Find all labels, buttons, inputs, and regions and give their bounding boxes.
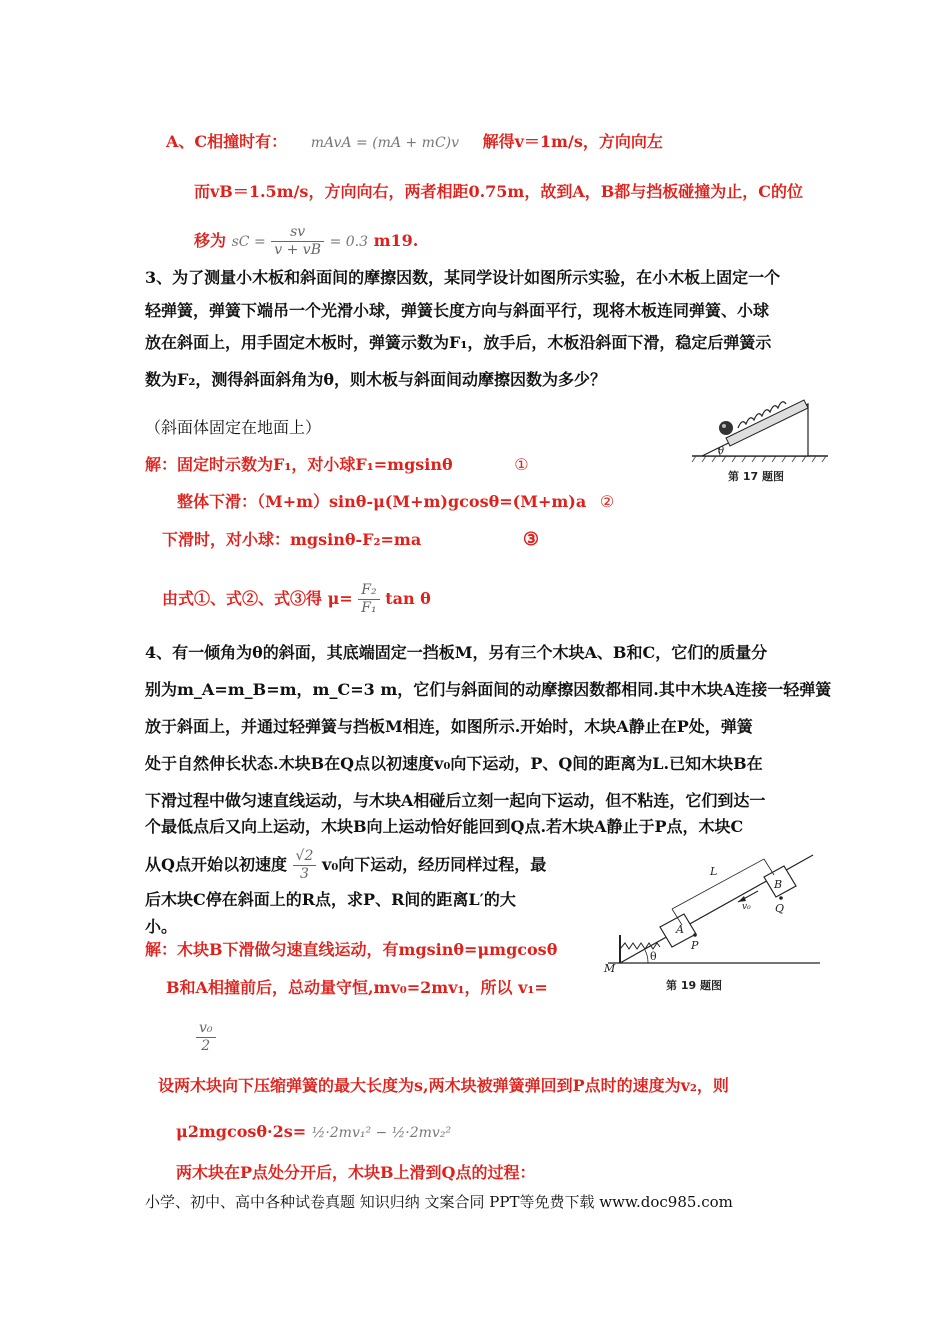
sol3-frac-num: F₂ xyxy=(361,582,377,598)
fig19-q: Q xyxy=(775,902,785,915)
sc-frac-den: v + vB xyxy=(271,241,324,259)
fig19-m: M xyxy=(604,962,616,975)
sol3-s1: 解：固定时示数为F₁，对小球F₁=mgsinθ xyxy=(145,455,453,474)
sc-suffix: m19. xyxy=(373,231,419,250)
sol4-line-4 xyxy=(176,1122,451,1143)
fig19-b: B xyxy=(774,878,783,891)
q3-line-2: 轻弹簧，弹簧下端吊一个光滑小球，弹簧长度方向与斜面平行，现将木板连同弹簧、小球 xyxy=(145,301,770,320)
page-footer: 小学、初中、高中各种试卷真题 知识归纳 文案合同 PPT等免费下载 www.doc985.com xyxy=(145,1193,733,1211)
figure-19-incline-blocks xyxy=(598,845,828,995)
sc-fraction xyxy=(271,224,324,259)
fig19-v0: v₀ xyxy=(742,902,751,912)
q4-line-1: 4、有一倾角为θ的斜面，其底端固定一挡板M，另有三个木块A、B和C，它们的质量分 xyxy=(145,643,768,662)
figure-17-incline-spring xyxy=(690,388,830,488)
q4-line-6: 个最低点后又向上运动，木块B向上运动恰好能回到Q点.若木块A静止于P点，木块C xyxy=(145,817,744,836)
vb-line: 而vB＝1.5m/s，方向向右，两者相距0.75m，故到A，B都与挡板碰撞为止，C的位 xyxy=(194,182,804,201)
sol4-line-2: B和A相撞前后，总动量守恒,mv₀=2mv₁，所以 v₁= xyxy=(166,978,548,997)
sol3-line-1 xyxy=(145,455,529,475)
sol4-s4-prefix: μ2mgcosθ·2s= xyxy=(176,1122,307,1141)
sol4-s4-formula: ½·2mv₁² − ½·2mv₂² xyxy=(311,1125,452,1141)
sol3-mu-fraction xyxy=(358,582,379,617)
fig19-a: A xyxy=(676,923,684,936)
sol3-s4-prefix: 由式①、式②、式③得 μ= xyxy=(162,589,353,608)
q3-line-3: 放在斜面上，用手固定木板时，弹簧示数为F₁，放手后，木板沿斜面下滑，稳定后弹簧示 xyxy=(145,333,772,352)
sol4-line-1: 解：木块B下滑做匀速直线运动，有mgsinθ=μmgcosθ xyxy=(145,940,558,959)
q3-line-1: 3、为了测量小木板和斜面间的摩擦因数，某同学设计如图所示实验，在小木板上固定一个 xyxy=(145,268,781,287)
q4-line-9: 小。 xyxy=(145,917,178,936)
q4-line7-suffix: v₀向下运动，经历同样过程，最 xyxy=(321,855,547,874)
sc-prefix: 移为 xyxy=(194,231,227,250)
sol3-mark-1: ① xyxy=(514,455,529,474)
fig19-caption: 第 19 题图 xyxy=(666,979,722,992)
sol3-frac-den: F₁ xyxy=(358,599,379,617)
sc-formula-rhs: = 0.3 xyxy=(329,234,369,250)
sc-frac-num: sv xyxy=(290,224,306,240)
ac-result: 解得v＝1m/s，方向向左 xyxy=(482,132,663,151)
q4-line7-prefix: 从Q点开始以初速度 xyxy=(145,855,287,874)
sol3-line-2 xyxy=(177,492,614,512)
q4-sqrt-fraction xyxy=(293,848,317,883)
ac-collide-label: A、C相撞时有： xyxy=(166,132,288,151)
sol4-line-5: 两木块在P点处分开后，木块B上滑到Q点的过程： xyxy=(176,1163,536,1182)
sol3-s4-suffix: tan θ xyxy=(385,589,431,608)
fig19-p: P xyxy=(691,939,699,952)
sol3-s2: 整体下滑：（M+m）sinθ-μ(M+m)gcosθ=(M+m)a xyxy=(177,492,587,511)
q4-line-5: 下滑过程中做匀速直线运动，与木块A相碰后立刻一起向下运动，但不粘连，它们到达一 xyxy=(145,791,766,810)
sol4-v1-fraction xyxy=(196,1020,216,1055)
sol3-s3: 下滑时，对小球：mgsinθ-F₂=ma xyxy=(162,530,422,549)
q3-note: （斜面体固定在地面上） xyxy=(145,418,322,437)
sol3-mark-2: ② xyxy=(599,492,615,511)
q4-line-8: 后木块C停在斜面上的R点，求P、R间的距离L′的大 xyxy=(145,890,516,909)
ac-collision-line xyxy=(166,132,663,153)
sol4-v1-fraction-line xyxy=(196,1016,216,1058)
q4-line-7 xyxy=(145,846,546,884)
sc-line xyxy=(194,222,418,261)
fig19-l: L xyxy=(710,865,718,878)
sol3-line-4 xyxy=(162,578,431,620)
sc-formula-lhs: sC = xyxy=(231,234,266,250)
sol3-mark-3: ③ xyxy=(522,529,539,550)
q3-line-4: 数为F₂，测得斜面斜角为θ，则木板与斜面间动摩擦因数为多少？ xyxy=(145,370,607,389)
q4-line-4: 处于自然伸长状态.木块B在Q点以初速度v₀向下运动，P、Q间的距离为L.已知木块B在 xyxy=(145,754,763,773)
sol4-frac-den: 2 xyxy=(196,1037,216,1055)
sol4-frac-num: v₀ xyxy=(199,1020,213,1036)
q4-frac-den: 3 xyxy=(293,865,317,883)
ac-collide-formula: mAvA = (mA + mC)v xyxy=(310,135,460,151)
sol3-line-3 xyxy=(162,530,539,550)
q4-line-3: 放于斜面上，并通过轻弹簧与挡板M相连，如图所示.开始时，木块A静止在P处，弹簧 xyxy=(145,717,753,736)
fig17-caption: 第 17 题图 xyxy=(728,470,784,483)
fig19-theta: θ xyxy=(650,950,657,963)
q4-frac-num: √2 xyxy=(295,848,314,864)
sol4-line-3: 设两木块向下压缩弹簧的最大长度为s,两木块被弹簧弹回到P点时的速度为v₂，则 xyxy=(158,1076,729,1095)
q4-line-2: 别为m_A=m_B=m，m_C=3 m，它们与斜面间的动摩擦因数都相同.其中木块A连接一轻弹簧 xyxy=(145,680,832,699)
fig17-theta: θ xyxy=(718,446,725,457)
